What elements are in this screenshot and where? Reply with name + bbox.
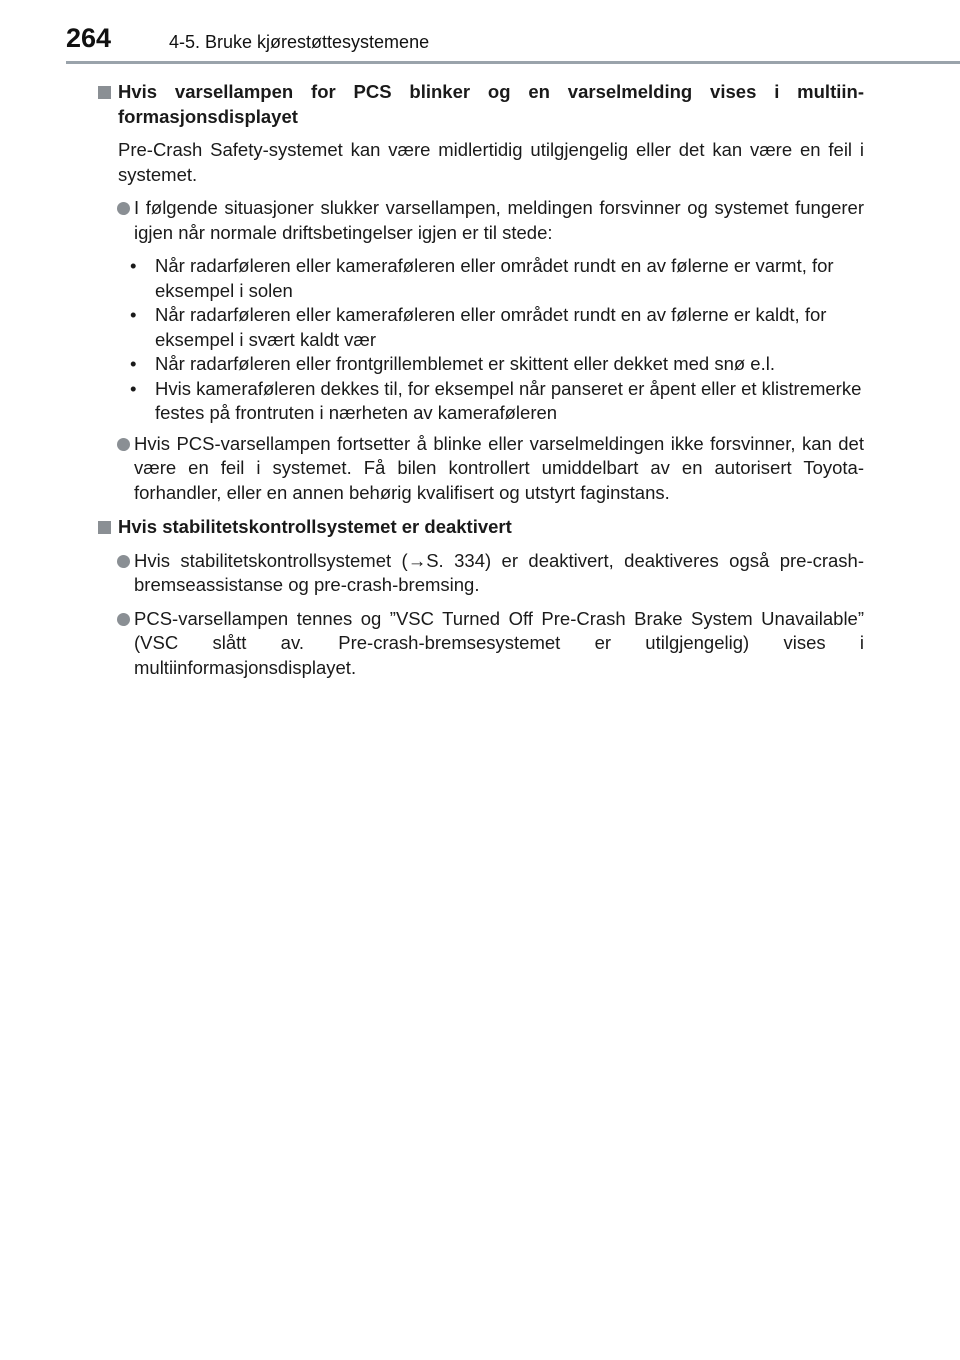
section-pcs-warning xyxy=(96,80,864,505)
chapter-title: 4-5. Bruke kjørestøttesystemene xyxy=(169,32,430,52)
bullet-item xyxy=(96,607,864,681)
sub-list-item xyxy=(96,377,864,426)
sub-list-item xyxy=(96,303,864,352)
sub-list-item xyxy=(96,352,864,377)
bullet-text: I følgende situasjoner slukker varsellampen, meldingen forsvinner og systemet fungerer igjen når normale driftsbetingelser igjen er til stede: xyxy=(134,197,864,243)
section-intro: Pre-Crash Safety-systemet kan være midlertidig utilgjengelig eller det kan være en feil i systemet. xyxy=(118,139,864,185)
page-header xyxy=(0,0,960,64)
sub-bullet-mark: • xyxy=(130,255,137,276)
round-bullet-icon xyxy=(117,613,130,626)
sub-bullet-mark: • xyxy=(130,353,137,374)
section-heading xyxy=(96,515,864,540)
square-bullet-icon xyxy=(98,86,111,99)
bullet-text: PCS-varsellampen tennes og ”VSC Turned Off Pre-Crash Brake System Unavailable” (VSC slått av. Pre-crash-bremsesystemet er utilgjengelig) vises i multiinformasjonsdisplayet. xyxy=(134,607,864,678)
bullet-item xyxy=(96,432,864,506)
round-bullet-icon xyxy=(117,555,130,568)
bullet-item xyxy=(96,196,864,245)
sub-list-text: Når radarføleren eller frontgrillemblemet er skittent eller dekket med snø e.l. xyxy=(155,353,775,374)
bullet-text: Hvis PCS-varsellampen fortsetter å blinke eller varselmeldingen ikke forsvinner, kan det være en feil i systemet. Få bilen kontrollert umiddelbart av en autorisert Toyota-forhandler, eller en annen behørig kvalifisert og utstyrt faginstans. xyxy=(134,432,864,503)
section-heading-text: Hvis stabilitetskontrollsystemet er deaktivert xyxy=(118,516,512,537)
round-bullet-icon xyxy=(117,202,130,215)
page-number: 264 xyxy=(66,23,112,53)
sub-bullet-mark: • xyxy=(130,304,137,325)
sub-list-item xyxy=(96,254,864,303)
square-bullet-icon xyxy=(98,521,111,534)
section-stability-control xyxy=(96,515,864,680)
sub-list-text: Når radarføleren eller kameraføleren eller området rundt en av følerne er kaldt, for eksempel i svært kaldt vær xyxy=(155,304,827,350)
header-rule xyxy=(66,61,960,64)
section-heading xyxy=(96,80,864,129)
bullet-text: Hvis stabilitetskontrollsystemet (→S. 334) er deaktivert, deaktiveres også pre-crash-bremseassistanse og pre-crash-bremsing. xyxy=(134,549,864,595)
sub-list xyxy=(96,254,864,426)
sub-bullet-mark: • xyxy=(130,377,137,399)
section-heading-text: Hvis varsellampen for PCS blinker og en varselmelding vises i multiinformasjonsdisplayet xyxy=(118,81,864,127)
bullet-item xyxy=(96,549,864,598)
sub-list-text: Når radarføleren eller kameraføleren eller området rundt en av følerne er varmt, for eksempel i solen xyxy=(155,255,834,301)
sub-list-text: Hvis kameraføleren dekkes til, for eksempel når panseret er åpent eller et klistremerke festes på frontruten i nærheten av kameraføleren xyxy=(155,377,862,423)
round-bullet-icon xyxy=(117,438,130,451)
page-content xyxy=(96,80,864,689)
